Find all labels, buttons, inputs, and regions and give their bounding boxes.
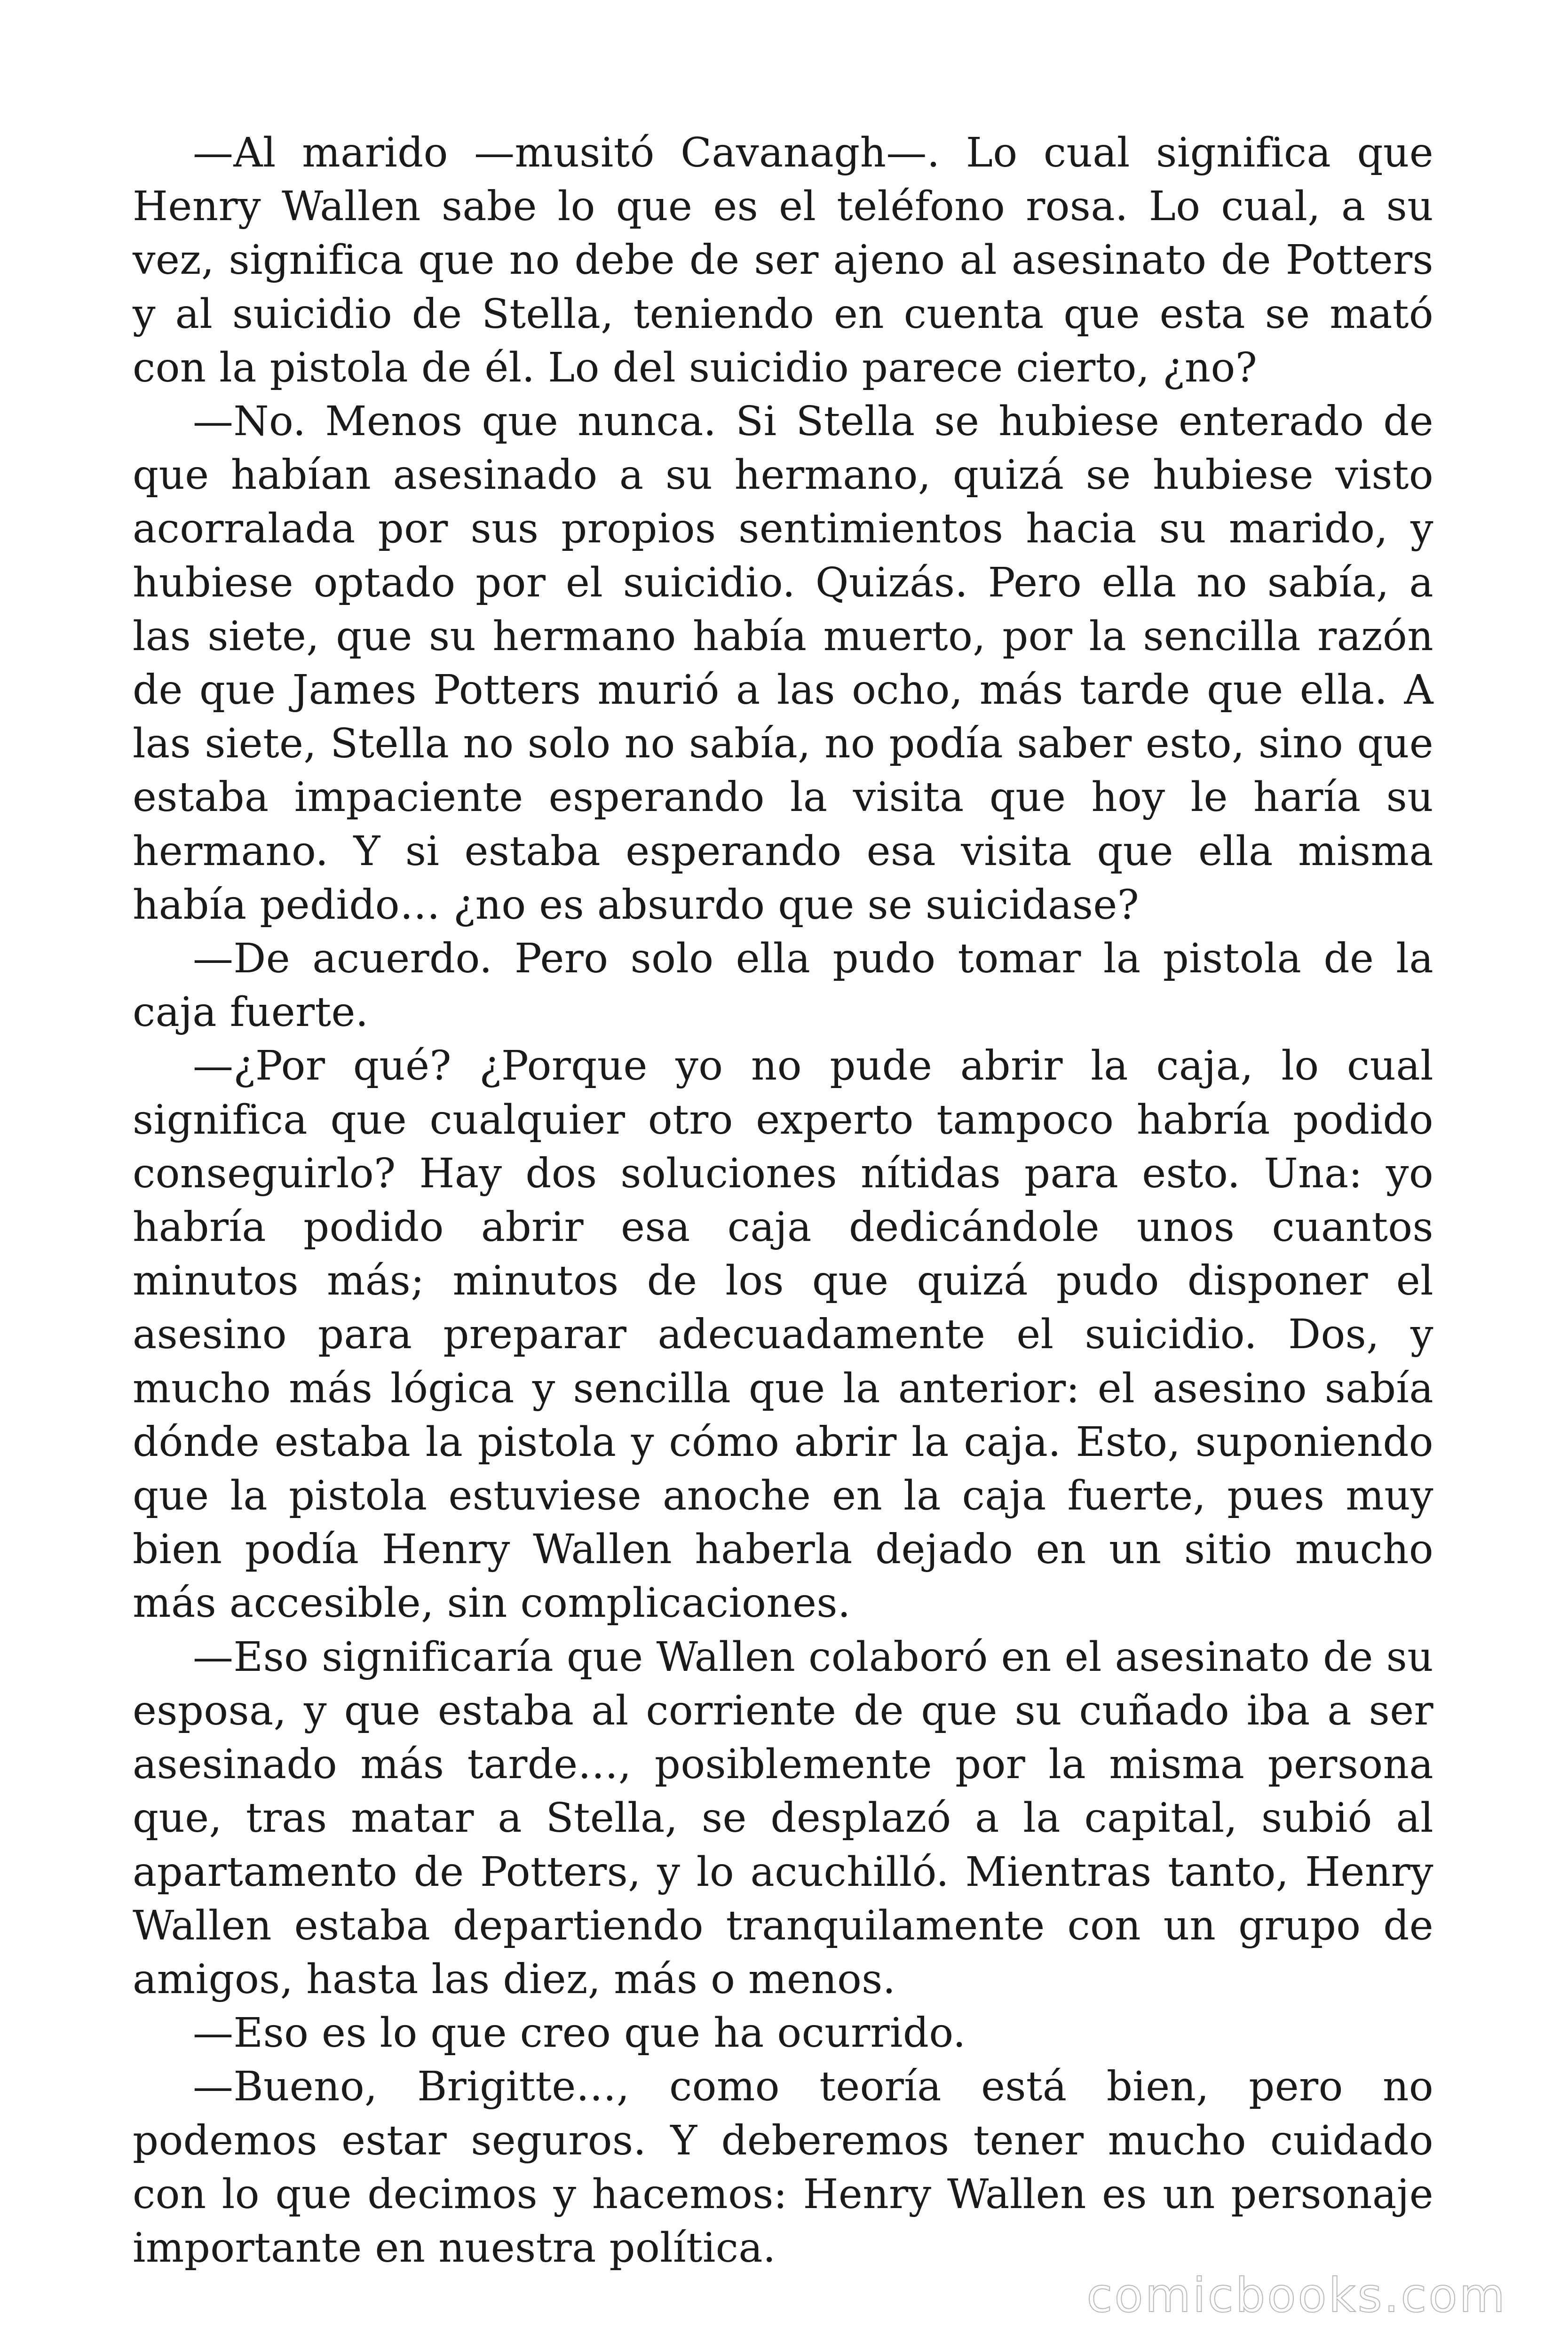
paragraph-5: —Eso significaría que Wallen colaboró en el asesinato de su esposa, y que estaba al corriente de que su cuñado iba a ser asesinado más tarde…, posiblemente por la misma persona que, tras matar a Stella, se desplazó a la capital, subió al apartamento de Potters, y lo acuchilló. Mientras tanto, Henry Wallen estaba departiendo tranquilamente con un grupo de amigos, hasta las diez, más o menos.	[133, 1633, 1433, 2003]
paragraph-6: —Eso es lo que creo que ha ocurrido.	[193, 2010, 966, 2057]
paragraph-2: —No. Menos que nunca. Si Stella se hubiese enterado de que habían asesinado a su hermano, quizá se hubiese visto acorralada por sus propios sentimientos hacia su marido, y hubiese optado por el suicidio. Quizás. Pero ella no sabía, a las siete, que su hermano había muerto, por la sencilla razón de que James Potters murió a las ocho, más tarde que ella. A las siete, Stella no solo no sabía, no podía saber esto, sino que estaba impaciente esperando la visita que hoy le haría su hermano. Y si estaba esperando esa visita que ella misma había pedido… ¿no es absurdo que se suicidase?	[133, 398, 1433, 929]
paragraph-7: —Bueno, Brigitte…, como teoría está bien, pero no podemos estar seguros. Y deberemos tener mucho cuidado con lo que decimos y hacemos: Henry Wallen es un personaje importante en nuestra política.	[133, 2063, 1433, 2272]
page-body-text	[133, 126, 1433, 2275]
paragraph-4: —¿Por qué? ¿Porque yo no pude abrir la caja, lo cual significa que cualquier otro experto tampoco habría podido conseguirlo? Hay dos soluciones nítidas para esto. Una: yo habría podido abrir esa caja dedicándole unos cuantos minutos más; minutos de los que quizá pudo disponer el asesino para preparar adecuadamente el suicidio. Dos, y mucho más lógica y sencilla que la anterior: el asesino sabía dónde estaba la pistola y cómo abrir la caja. Esto, suponiendo que la pistola estuviese anoche en la caja fuerte, pues muy bien podía Henry Wallen haberla dejado en un sitio mucho más accesible, sin complicaciones.	[133, 1042, 1433, 1627]
watermark: comicbooks.com	[1086, 2268, 1507, 2323]
paragraph-1: —Al marido —musitó Cavanagh—. Lo cual significa que Henry Wallen sabe lo que es el teléfono rosa. Lo cual, a su vez, significa que no debe de ser ajeno al asesinato de Potters y al suicidio de Stella, teniendo en cuenta que esta se mató con la pistola de él. Lo del suicidio parece cierto, ¿no?	[133, 129, 1433, 391]
paragraph-3: —De acuerdo. Pero solo ella pudo tomar la pistola de la caja fuerte.	[133, 935, 1433, 1036]
